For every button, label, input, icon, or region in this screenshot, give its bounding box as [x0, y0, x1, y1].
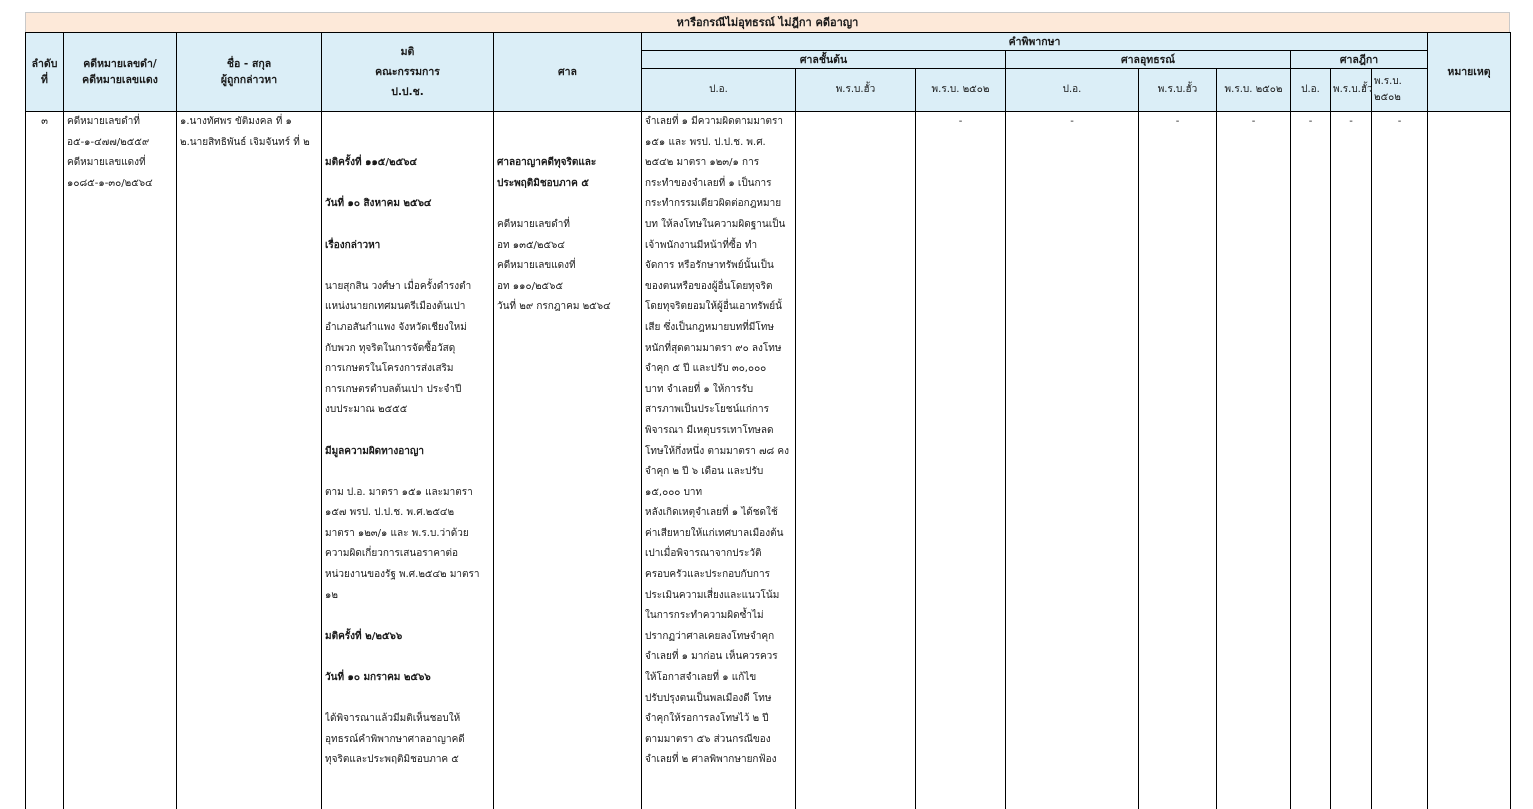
- row-first-prb-old: [796, 112, 916, 809]
- resolution-decision-text: ได้พิจารณาแล้วมีมติเห็นชอบให้ อุทธรณ์คำพิพากษาศาลอาญาคดี ทุจริตและประพฤติมิชอบภาค ๕: [325, 709, 490, 771]
- resolution-subject-text: นายสุกสิน วงศ์ษา เมื่อครั้งดำรงตำ แหน่งนายกเทศมนตรีเมืองต้นเปา อำเภอสันกำแพง จังหวัดเชียงใหม่ กับพวก ทุจริตในการจัดซื้อวัสดุ การเกษตรในโครงการส่งเสริม การเกษตรตำบลต้นเปา ประจำปี งบประมาณ ๒๕๕๕: [325, 277, 490, 421]
- header-first-prb-old: พ.ร.บ.ฮั้ว: [796, 69, 916, 112]
- row-resolution: [322, 112, 494, 809]
- row-appeal-prb-old: -: [1139, 112, 1217, 809]
- table-row: [26, 112, 1511, 809]
- header-judgment: คำพิพากษา: [642, 33, 1428, 51]
- header-first-prb-2502: พ.ร.บ. ๒๕๐๒: [916, 69, 1006, 112]
- header-court-appeal: ศาลอุทธรณ์: [1006, 51, 1291, 69]
- row-supreme-po: -: [1291, 112, 1331, 809]
- row-names: ๑.นางทัศพร ขัติมงคล ที่ ๑ ๒.นายสิทธิพันธ์ เจิมจันทร์ ที่ ๒: [177, 112, 322, 809]
- row-court: [494, 112, 642, 809]
- row-first-prb-2502: -: [916, 112, 1006, 809]
- header-no: ลำดับ ที่: [26, 33, 64, 112]
- sheet-title: หารือกรณีไม่อุทธรณ์ ไม่ฎีกา คดีอาญา: [25, 12, 1510, 32]
- header-appeal-prb-old: พ.ร.บ.ฮั้ว: [1139, 69, 1217, 112]
- row-appeal-prb-2502: -: [1217, 112, 1291, 809]
- header-court-first: ศาลชั้นต้น: [642, 51, 1006, 69]
- header-supreme-prb-2502: พ.ร.บ. ๒๕๐๒: [1372, 69, 1428, 112]
- resolution-subject-label: เรื่องกล่าวหา: [325, 236, 490, 257]
- document-sheet: [25, 12, 1510, 809]
- court-case-numbers: คดีหมายเลขดำที่ อท ๑๓๕/๒๕๖๔ คดีหมายเลขแดงที่ อท ๑๑๐/๒๕๖๕ วันที่ ๒๙ กรกฎาคม ๒๕๖๔: [497, 215, 638, 318]
- row-supreme-prb-2502: -: [1372, 112, 1428, 809]
- header-first-po: ป.อ.: [642, 69, 796, 112]
- court-name: ศาลอาญาคดีทุจริตและ ประพฤติมิชอบภาค ๕: [497, 153, 638, 194]
- header-name: ชื่อ - สกุล ผู้ถูกกล่าวหา: [177, 33, 322, 112]
- header-resolution: มติ คณะกรรมการ ป.ป.ช.: [322, 33, 494, 112]
- header-supreme-po: ป.อ.: [1291, 69, 1331, 112]
- resolution-heading-1: มติครั้งที่ ๑๑๕/๒๕๖๔: [325, 153, 490, 174]
- resolution-date-1: วันที่ ๑๐ สิงหาคม ๒๕๖๔: [325, 194, 490, 215]
- header-court: ศาล: [494, 33, 642, 112]
- resolution-finding-label: มีมูลความผิดทางอาญา: [325, 442, 490, 463]
- resolution-finding-text: ตาม ป.อ. มาตรา ๑๕๑ และมาตรา ๑๕๗ พรป. ป.ป.ช. พ.ศ.๒๕๔๒ มาตรา ๑๒๓/๑ และ พ.ร.บ.ว่าด้วย ความผิดเกี่ยวการเสนอราคาต่อ หน่วยงานของรัฐ พ.ศ.๒๕๔๒ มาตรา ๑๒: [325, 483, 490, 607]
- row-case-no: คดีหมายเลขดำที่ อ๕-๑-๔๗๗/๒๕๕๙ คดีหมายเลขแดงที่ ๑๐๘๕-๑-๓๐/๒๕๖๔: [64, 112, 177, 809]
- resolution-heading-2: มติครั้งที่ ๒/๒๕๖๖: [325, 627, 490, 648]
- row-no: ๓: [26, 112, 64, 809]
- row-remark: [1428, 112, 1511, 809]
- header-supreme-prb-old: พ.ร.บ.ฮั้ว: [1331, 69, 1372, 112]
- header-case-no: คดีหมายเลขดำ/ คดีหมายเลขแดง: [64, 33, 177, 112]
- header-appeal-prb-2502: พ.ร.บ. ๒๕๐๒: [1217, 69, 1291, 112]
- case-table: [25, 32, 1511, 809]
- header-remark: หมายเหตุ: [1428, 33, 1511, 112]
- resolution-date-2: วันที่ ๑๐ มกราคม ๒๕๖๖: [325, 668, 490, 689]
- header-court-supreme: ศาลฎีกา: [1291, 51, 1428, 69]
- header-appeal-po: ป.อ.: [1006, 69, 1139, 112]
- row-supreme-prb-old: -: [1331, 112, 1372, 809]
- row-appeal-po: -: [1006, 112, 1139, 809]
- row-judgment-first-po: จำเลยที่ ๑ มีความผิดตามมาตรา ๑๕๑ และ พรป. ป.ป.ช. พ.ศ. ๒๕๔๒ มาตรา ๑๒๓/๑ การ กระทำของจำเลยที่ ๑ เป็นการ กระทำกรรมเดียวผิดต่อกฎหมาย บท ให้ลงโทษในความผิดฐานเป็น เจ้าพนักงานมีหน้าที่ซื้อ ทำ จัดการ หรือรักษาทรัพย์นั้นเป็น ของตนหรือของผู้อื่นโดยทุจริต โดยทุจริตยอมให้ผู้อื่นเอาทรัพย์นั้ เสีย ซึ่งเป็นกฎหมายบทที่มีโทษ หนักที่สุดตามมาตรา ๙๐ ลงโทษ จำคุก ๕ ปี และปรับ ๓๐,๐๐๐ บาท จำเลยที่ ๑ ให้การรับ สารภาพเป็นประโยชน์แก่การ พิจารณา มีเหตุบรรเทาโทษลด โทษให้กึ่งหนึ่ง ตามมาตรา ๗๘ คง จำคุก ๒ ปี ๖ เดือน และปรับ ๑๕,๐๐๐ บาท หลังเกิดเหตุจำเลยที่ ๑ ได้ชดใช้ ค่าเสียหายให้แก่เทศบาลเมืองต้น เปาเมื่อพิจารณาจากประวัติ ครอบครัวและประกอบกับการ ประเมินความเสี่ยงและแนวโน้ม ในการกระทำความผิดซ้ำไม่ ปรากฏว่าศาลเคยลงโทษจำคุก จำเลยที่ ๑ มาก่อน เห็นควรควร ให้โอกาสจำเลยที่ ๑ แก้ไข ปรับปรุงตนเป็นพลเมืองดี โทษ จำคุกให้รอการลงโทษไว้ ๒ ปี ตามมาตรา ๕๖ ส่วนกรณีของ จำเลยที่ ๒ ศาลพิพากษายกฟ้อง: [642, 112, 796, 809]
